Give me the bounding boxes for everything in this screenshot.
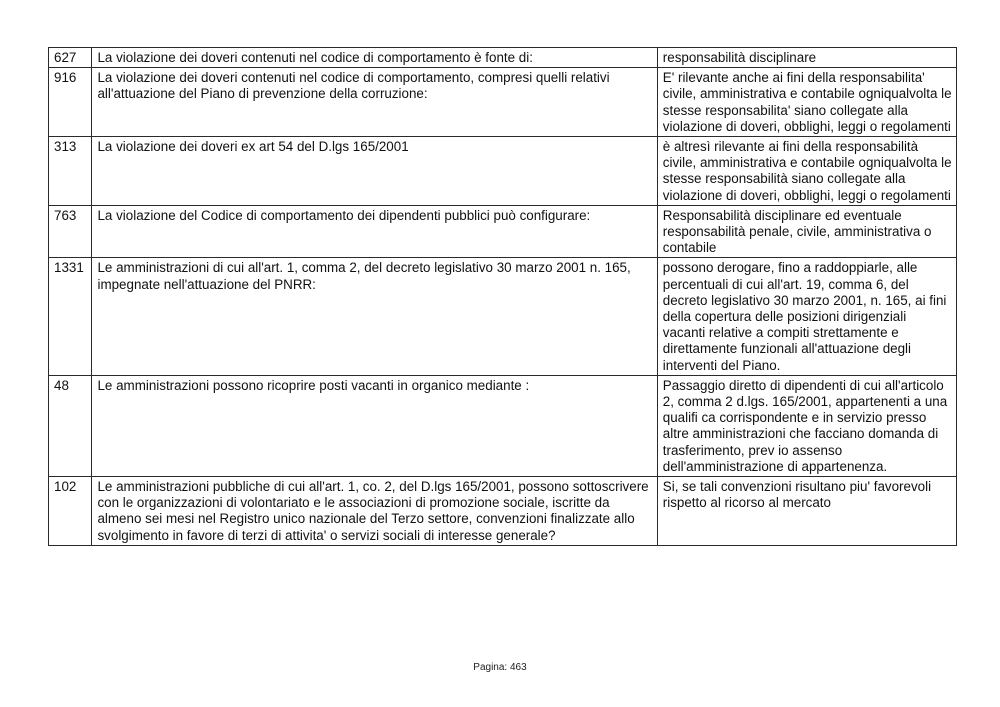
- question-id: 1331: [49, 258, 92, 375]
- question-text: La violazione dei doveri contenuti nel codice di comportamento, compresi quelli relativi all'attuazione del Piano di prevenzione della corruzione:: [92, 68, 657, 137]
- question-text: Le amministrazioni di cui all'art. 1, comma 2, del decreto legislativo 30 marzo 2001 n. 165, impegnate nell'attuazione del PNRR:: [92, 258, 657, 375]
- answer-text: possono derogare, fino a raddoppiarle, alle percentuali di cui all'art. 19, comma 6, del decreto legislativo 30 marzo 2001, n. 165, ai fini della copertura delle posizioni dirigenziali vacanti relative a compiti strettamente e direttamente funzionali all'attuazione degli interventi del Piano.: [657, 258, 956, 375]
- answer-text: Si, se tali convenzioni risultano piu' favorevoli rispetto al ricorso al mercato: [657, 477, 956, 546]
- question-text: La violazione dei doveri contenuti nel codice di comportamento è fonte di:: [92, 48, 657, 68]
- answer-text: Responsabilità disciplinare ed eventuale responsabilità penale, civile, amministrativa o contabile: [657, 205, 956, 258]
- question-id: 48: [49, 375, 92, 476]
- question-text: La violazione dei doveri ex art 54 del D.lgs 165/2001: [92, 137, 657, 206]
- question-id: 916: [49, 68, 92, 137]
- table-row: [49, 205, 957, 258]
- table-row: [49, 477, 957, 546]
- table-row: [49, 258, 957, 375]
- table-row: [49, 68, 957, 137]
- table-row: [49, 375, 957, 476]
- table-row: [49, 137, 957, 206]
- answer-text: E' rilevante anche ai fini della responsabilita' civile, amministrativa e contabile ogniqualvolta le stesse responsabilita' siano collegate alla violazione di doveri, obblighi, leggi o regolamenti: [657, 68, 956, 137]
- page-number: Pagina: 463: [473, 662, 527, 673]
- question-id: 313: [49, 137, 92, 206]
- table-row: [49, 48, 957, 68]
- answer-text: responsabilità disciplinare: [657, 48, 956, 68]
- question-id: 763: [49, 205, 92, 258]
- question-text: Le amministrazioni possono ricoprire posti vacanti in organico mediante :: [92, 375, 657, 476]
- question-text: Le amministrazioni pubbliche di cui all'art. 1, co. 2, del D.lgs 165/2001, possono sottoscrivere con le organizzazioni di volontariato e le associazioni di promozione sociale, iscritte da almeno sei mesi nel Registro unico nazionale del Terzo settore, convenzioni finalizzate allo svolgimento in favore di terzi di attivita' o servizi sociali di interesse generale?: [92, 477, 657, 546]
- answer-text: Passaggio diretto di dipendenti di cui all'articolo 2, comma 2 d.lgs. 165/2001, appartenenti a una qualifi ca corrispondente e in servizio presso altre amministrazioni che facciano domanda di trasferimento, prev io assenso dell'amministrazione di appartenenza.: [657, 375, 956, 476]
- answer-text: è altresì rilevante ai fini della responsabilità civile, amministrativa e contabile ogniqualvolta le stesse responsabilità siano collegate alla violazione di doveri, obblighi, leggi o regolamenti: [657, 137, 956, 206]
- question-text: La violazione del Codice di comportamento dei dipendenti pubblici può configurare:: [92, 205, 657, 258]
- question-id: 102: [49, 477, 92, 546]
- question-table: [48, 47, 957, 546]
- question-id: 627: [49, 48, 92, 68]
